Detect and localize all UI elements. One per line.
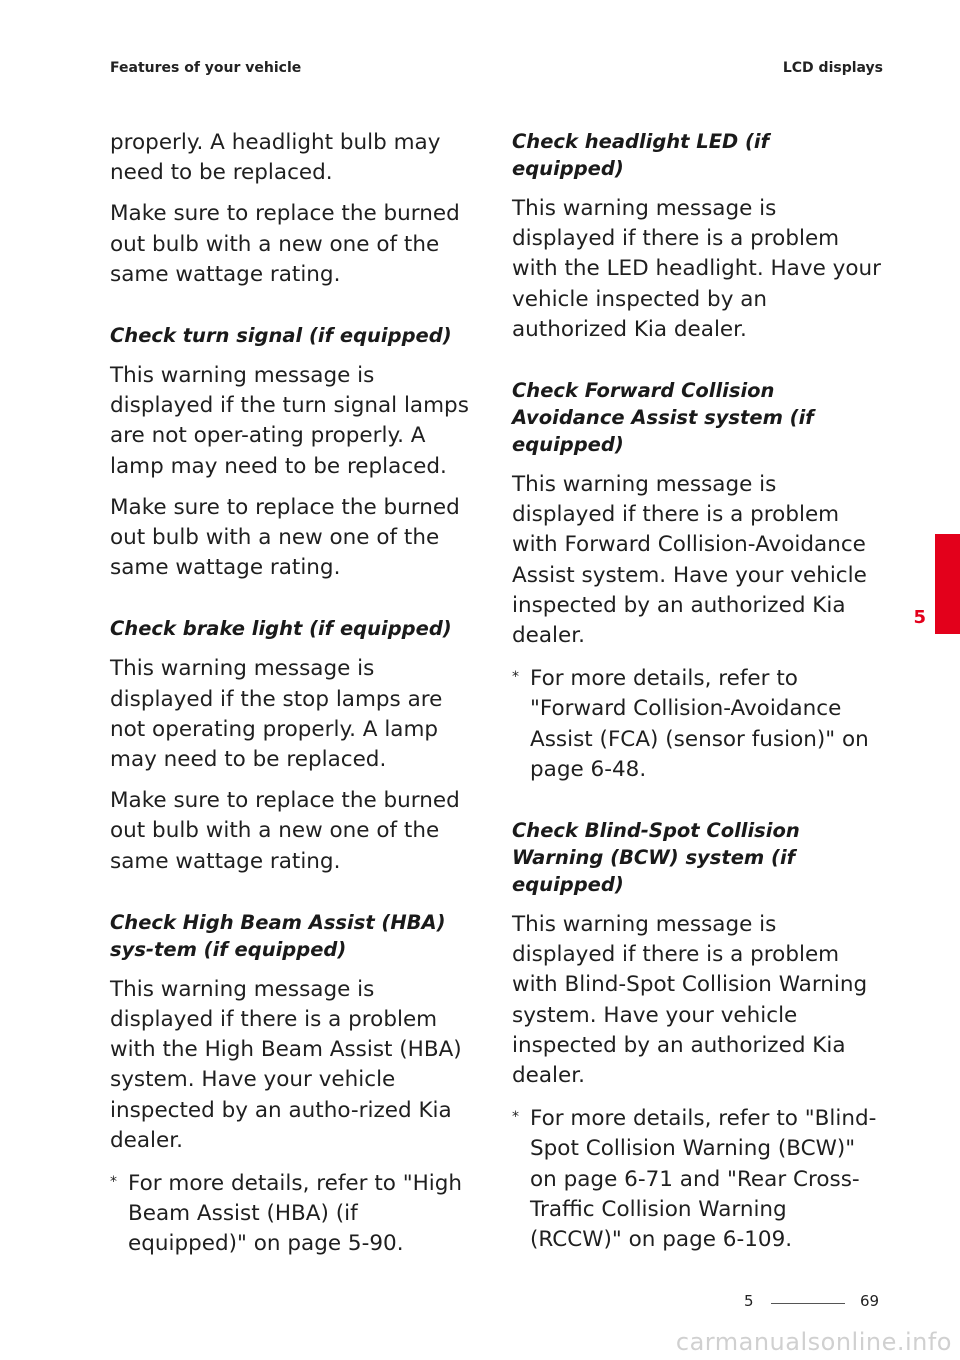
reference-note — [512, 662, 882, 785]
note-text: For more details, refer to "Forward Collision-Avoidance Assist (FCA) (sensor fusion)" on page 6-48. — [530, 666, 869, 782]
paragraph: This warning message is displayed if the stop lamps are not operating properly. A lamp may need to be replaced. — [110, 656, 443, 773]
reference-note — [110, 1167, 480, 1260]
paragraph: Make sure to replace the burned out bulb with a new one of the same wattage rating. — [110, 788, 460, 874]
paragraph: Make sure to replace the burned out bulb with a new one of the same wattage rating. — [110, 201, 460, 287]
footer-page-number: 69 — [860, 1292, 880, 1310]
paragraph: properly. A headlight bulb may need to be replaced. — [110, 130, 441, 186]
running-header-section: Features of your vehicle — [110, 60, 302, 76]
note-asterisk: * — [110, 1174, 117, 1191]
paragraph: This warning message is displayed if there is a problem with the LED headlight. Have your vehicle inspected by an authorized Kia dealer. — [512, 196, 881, 342]
chapter-tab — [935, 534, 960, 634]
footer-chapter-number: 5 — [744, 1292, 754, 1310]
note-text: For more details, refer to "High Beam Assist (HBA) (if equipped)" on page 5-90. — [128, 1171, 463, 1257]
paragraph: This warning message is displayed if there is a problem with Blind-Spot Collision Warning system. Have your vehicle inspected by an authorized Kia dealer. — [512, 912, 868, 1089]
left-column — [110, 128, 480, 1271]
section-heading-headlight-led: Check headlight LED (if equipped) — [512, 130, 770, 180]
note-text: For more details, refer to "Blind-Spot Collision Warning (BCW)" on page 6-71 and "Rear Cross-Traffic Collision Warning (RCCW)" on page 6-109. — [530, 1106, 877, 1253]
paragraph: This warning message is displayed if there is a problem with Forward Collision-Avoidance Assist system. Have your vehicle inspected by an authorized Kia dealer. — [512, 472, 867, 649]
section-heading-bcw: Check Blind-Spot Collision Warning (BCW) system (if equipped) — [512, 819, 800, 897]
note-asterisk: * — [512, 1109, 519, 1126]
footer-divider — [771, 1303, 845, 1304]
paragraph: This warning message is displayed if the turn signal lamps are not oper-ating properly. A lamp may need to be replaced. — [110, 363, 469, 479]
section-heading-hba: Check High Beam Assist (HBA) sys-tem (if equipped) — [110, 910, 446, 961]
running-header-topic: LCD displays — [782, 60, 883, 76]
section-heading-fca: Check Forward Collision Avoidance Assist system (if equipped) — [512, 379, 814, 457]
reference-note — [512, 1102, 882, 1255]
section-heading-turn-signal: Check turn signal (if equipped) — [110, 324, 452, 348]
note-asterisk: * — [512, 669, 519, 686]
section-heading-brake-light: Check brake light (if equipped) — [110, 617, 452, 641]
chapter-tab-number: 5 — [913, 607, 926, 628]
watermark: carmanualsonline.info — [675, 1328, 952, 1356]
paragraph: This warning message is displayed if there is a problem with the High Beam Assist (HBA) system. Have your vehicle inspected by an autho-rized Kia dealer. — [110, 976, 462, 1153]
right-column — [512, 128, 882, 1266]
paragraph: Make sure to replace the burned out bulb with a new one of the same wattage rating. — [110, 494, 460, 581]
